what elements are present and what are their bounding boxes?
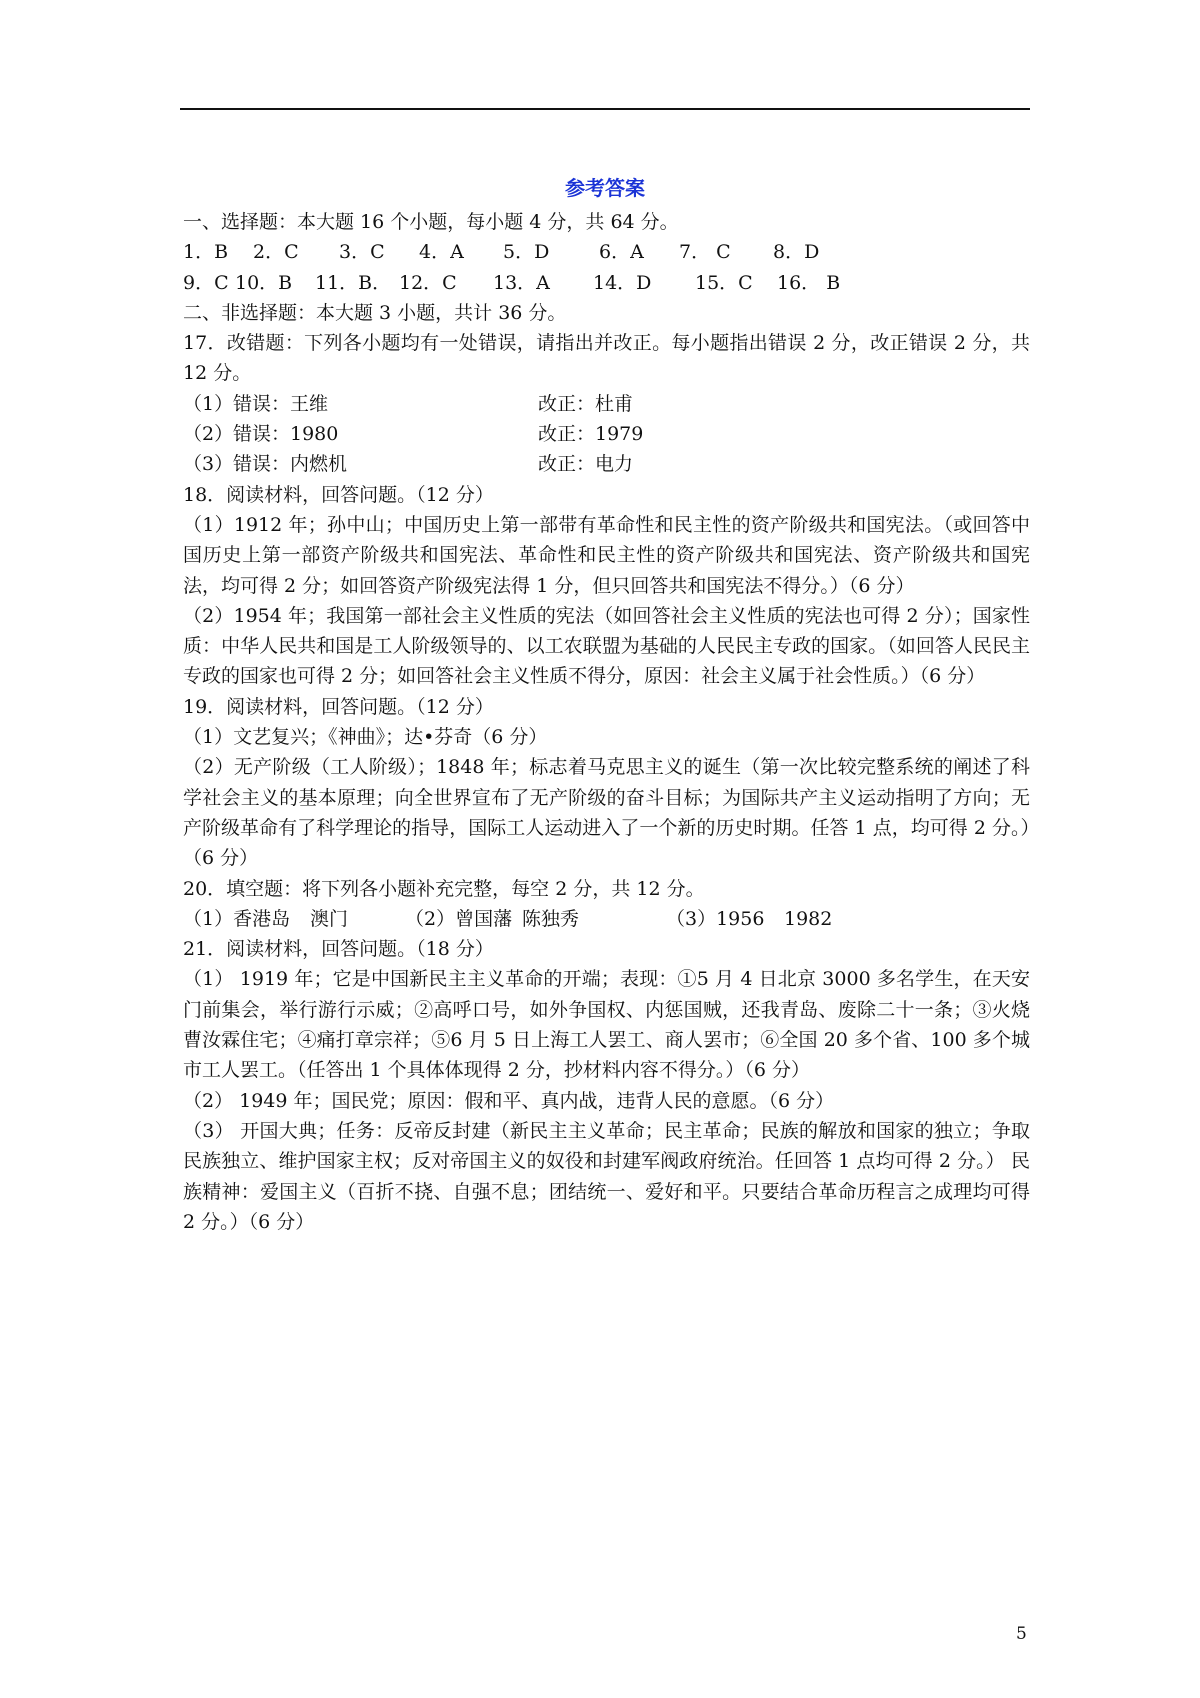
choice-answer: 14．D (593, 271, 652, 294)
q17-fix: 改正：杜甫 (538, 392, 634, 415)
choice-answer: 15．C (695, 271, 753, 294)
q17-item-number: （2） (183, 423, 234, 446)
q17-row (183, 419, 1030, 449)
choice-answer: 12．C (399, 271, 457, 294)
q20-answer: （3）1956 (666, 907, 765, 930)
answer-content (183, 207, 1030, 1237)
q20-answer: 1982 (784, 907, 833, 930)
q17-row (183, 389, 1030, 419)
page-title: 参考答案 (565, 176, 645, 200)
choice-answer: 7． C (679, 241, 731, 264)
choice-answer: 16． B (777, 271, 841, 294)
choice-answers-row-1 (183, 237, 1030, 267)
page-number: 5 (1016, 1624, 1027, 1644)
q21-heading: 21．阅读材料，回答问题。（18 分） (183, 938, 494, 961)
header-rule (180, 108, 1030, 110)
choice-answer: 13．A (493, 271, 550, 294)
q17-error: 错误：1980 (233, 423, 339, 446)
q18-part-2: （2）1954 年；我国第一部社会主义性质的宪法（如回答社会主义性质的宪法也可得 2 分）；国家性质：中华人民共和国是工人阶级领导的、以工农联盟为基础的人民民主专政的国家。（如回答人民民主专政的国家也可得 2 分；如回答社会主义性质不得分，原因：社会主义属于社会性质。）（6 分） (183, 604, 1030, 688)
q21-part-2: （2） 1949 年；国民党；原因：假和平、真内战，违背人民的意愿。（6 分） (183, 1089, 835, 1112)
q17-item-number: （1） (183, 392, 234, 415)
q19-heading: 19．阅读材料，回答问题。（12 分） (183, 695, 494, 718)
choice-answer: 2．C (253, 241, 299, 264)
q21-part-3: （3） 开国大典；任务：反帝反封建（新民主主义革命；民主革命；民族的解放和国家的独立；争取民族独立、维护国家主权；反对帝国主义的奴役和封建军阀政府统治。任回答 1 点均可得 2 分。） 民族精神：爱国主义（百折不挠、自强不息；团结统一、爱好和平。只要结合革命历程言之成理均可得 2 分。）（6 分） (183, 1119, 1030, 1233)
q18-part-1: （1）1912 年；孙中山；中国历史上第一部带有革命性和民主性的资产阶级共和国宪法。（或回答中国历史上第一部资产阶级共和国宪法、革命性和民主性的资产阶级共和国宪法、资产阶级共和国宪法，均可得 2 分；如回答资产阶级宪法得 1 分，但只回答共和国宪法不得分。）（6 分） (183, 513, 1030, 597)
q17-item-number: （3） (183, 453, 234, 476)
q17-instruction: 17．改错题：下列各小题均有一处错误，请指出并改正。每小题指出错误 2 分，改正错误 2 分，共 12 分。 (183, 332, 1030, 385)
q20-answer: 陈独秀 (522, 907, 580, 930)
q20-heading: 20．填空题：将下列各小题补充完整，每空 2 分，共 12 分。 (183, 877, 705, 900)
choice-answer: 10．B (235, 271, 293, 294)
q20-answer: 澳门 (310, 907, 349, 930)
choice-answer: 4．A (419, 241, 464, 264)
section-2-heading: 二、非选择题：本大题 3 小题，共计 36 分。 (183, 301, 567, 324)
q17-fix: 改正：电力 (538, 453, 634, 476)
choice-answer: 11．B． (315, 271, 392, 294)
choice-answer: 3．C (339, 241, 385, 264)
choice-answer: 6．A (599, 241, 644, 264)
q19-part-2: （2）无产阶级（工人阶级）；1848 年；标志着马克思主义的诞生（第一次比较完整系统的阐述了科学社会主义的基本原理；向全世界宣布了无产阶级的奋斗目标；为国际共产主义运动指明了方向；无产阶级革命有了科学理论的指导，国际工人运动进入了一个新的历史时期。任答 1 点，均可得 2 分。）（6 分） (183, 756, 1030, 870)
choice-answer: 5．D (503, 241, 550, 264)
q20-answer: （2）曾国藩 (405, 907, 513, 930)
q17-error: 错误：王维 (233, 392, 329, 415)
q20-answers (183, 904, 1030, 934)
q21-part-1: （1） 1919 年；它是中国新民主主义革命的开端；表现：①5 月 4 日北京 3000 多名学生，在天安门前集会，举行游行示威；②高呼口号，如外争国权、内惩国贼，还我青岛、废除二十一条；③火烧曹汝霖住宅；④痛打章宗祥；⑤6 月 5 日上海工人罢工、商人罢市；⑥全国 20 多个省、100 多个城市工人罢工。（任答出 1 个具体体现得 2 分，抄材料内容不得分。）（6 分） (183, 968, 1030, 1082)
choice-answers-row-2 (183, 268, 1030, 298)
q17-row (183, 449, 1030, 479)
q17-fix: 改正：1979 (538, 423, 644, 446)
choice-answer: 8．D (773, 241, 820, 264)
q18-heading: 18．阅读材料，回答问题。（12 分） (183, 483, 494, 506)
q20-answer: （1）香港岛 (183, 907, 291, 930)
section-1-heading: 一、选择题：本大题 16 个小题，每小题 4 分，共 64 分。 (183, 211, 679, 233)
choice-answer: 1．B (183, 241, 229, 264)
choice-answer: 9．C (183, 271, 229, 294)
q17-error: 错误：内燃机 (233, 453, 348, 476)
q19-part-1: （1）文艺复兴；《神曲》；达•芬奇（6 分） (183, 726, 548, 749)
